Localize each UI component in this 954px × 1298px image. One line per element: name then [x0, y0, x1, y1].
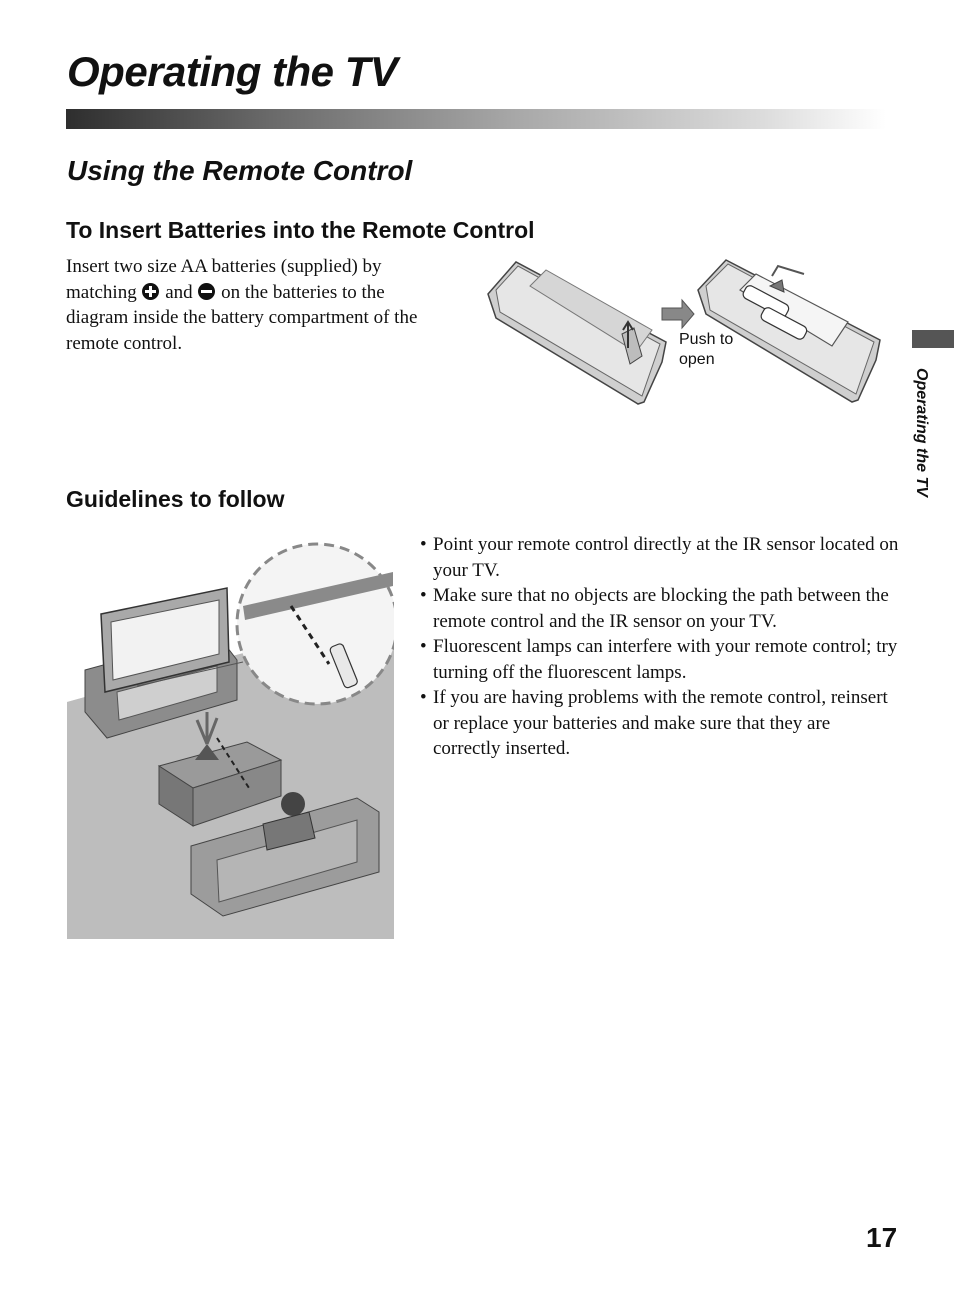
page-title: Operating the TV	[67, 48, 398, 95]
insert-text-part2: on the batteries to the diagram inside the battery compartment of the remote control.	[66, 281, 418, 354]
list-item: • Fluorescent lamps can interfere with your remote control; try turning off the fluorescent lamps.	[420, 634, 900, 685]
living-room-remote-illustration	[67, 542, 394, 939]
side-tab-label-text: Operating the TV	[913, 368, 930, 497]
insert-batteries-paragraph	[66, 254, 446, 356]
insert-text-part1: Insert two size AA batteries (supplied) by matching	[66, 256, 382, 303]
title-gradient-bar	[66, 109, 886, 129]
page-number: 17	[866, 1222, 898, 1253]
guidelines-list	[420, 532, 900, 762]
list-item: • Point your remote control directly at the IR sensor located on your TV.	[420, 532, 900, 583]
remote-closed-illustration	[488, 262, 666, 404]
guidelines-heading: Guidelines to follow	[66, 486, 285, 512]
insert-text-and: and	[165, 281, 193, 303]
list-item: • If you are having problems with the remote control, reinsert or replace your batteries and make sure that they are correctly inserted.	[420, 685, 900, 762]
minus-circle-icon	[198, 283, 215, 300]
side-tab-marker	[912, 330, 954, 348]
arrow-right-icon	[662, 300, 694, 328]
plus-circle-icon	[142, 283, 159, 300]
push-to-open-label: Push to open	[679, 331, 734, 368]
section-heading: Using the Remote Control	[67, 155, 413, 186]
list-item: • Make sure that no objects are blocking the path between the remote control and the IR sensor on your TV.	[420, 583, 900, 634]
side-tab-label	[902, 368, 942, 528]
insert-batteries-heading: To Insert Batteries into the Remote Control	[66, 217, 535, 243]
